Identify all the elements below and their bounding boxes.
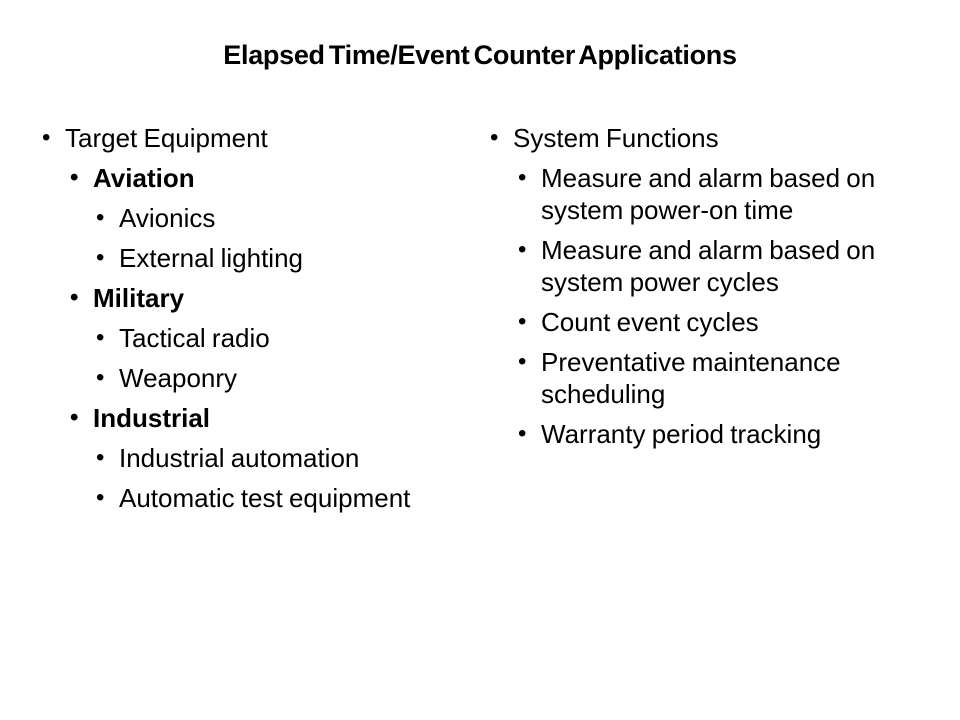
list-item-label: Measure and alarm based on system power-on time	[541, 163, 876, 225]
list-item-aviation	[70, 162, 482, 194]
list-item-measure-power-on-time	[518, 162, 892, 226]
list-item-label: Count event cycles	[541, 307, 759, 337]
bullet-icon: •	[96, 244, 105, 271]
left-column	[42, 122, 482, 522]
bullet-icon: •	[518, 308, 527, 335]
bullet-icon: •	[70, 284, 79, 311]
list-item-label: Avionics	[119, 203, 216, 233]
list-item-weaponry	[96, 362, 482, 394]
list-item-automatic-test-equipment	[96, 482, 482, 514]
list-item-label: Aviation	[93, 163, 195, 193]
bullet-icon: •	[96, 444, 105, 471]
list-item-label: Measure and alarm based on system power cycles	[541, 235, 876, 297]
list-item-preventative-maintenance	[518, 346, 892, 410]
list-item-label: Military	[93, 283, 185, 313]
list-item-label: Target Equipment	[65, 123, 268, 153]
list-item-target-equipment	[42, 122, 482, 154]
bullet-icon: •	[70, 164, 79, 191]
list-item-industrial	[70, 402, 482, 434]
list-item-label: Tactical radio	[119, 323, 270, 353]
list-item-label: Preventative maintenance scheduling	[541, 347, 841, 409]
right-column	[490, 122, 892, 458]
list-item-system-functions	[490, 122, 892, 154]
bullet-icon: •	[490, 124, 499, 151]
list-item-external-lighting	[96, 242, 482, 274]
bullet-icon: •	[96, 364, 105, 391]
bullet-icon: •	[518, 348, 527, 375]
list-item-warranty-period-tracking	[518, 418, 892, 450]
list-item-tactical-radio	[96, 322, 482, 354]
list-item-label: Automatic test equipment	[119, 483, 411, 513]
bullet-icon: •	[70, 404, 79, 431]
list-item-avionics	[96, 202, 482, 234]
bullet-icon: •	[96, 324, 105, 351]
bullet-icon: •	[42, 124, 51, 151]
list-item-industrial-automation	[96, 442, 482, 474]
bullet-icon: •	[96, 204, 105, 231]
list-item-military	[70, 282, 482, 314]
bullet-icon: •	[518, 236, 527, 263]
list-item-label: External lighting	[119, 243, 303, 273]
list-item-label: Industrial automation	[119, 443, 360, 473]
bullet-icon: •	[518, 420, 527, 447]
list-item-count-event-cycles	[518, 306, 892, 338]
bullet-icon: •	[96, 484, 105, 511]
slide-title: Elapsed Time/Event Counter Applications	[223, 40, 737, 70]
list-item-label: Industrial	[93, 403, 211, 433]
list-item-label: Warranty period tracking	[541, 419, 822, 449]
bullet-icon: •	[518, 164, 527, 191]
list-item-label: System Functions	[513, 123, 719, 153]
list-item-label: Weaponry	[119, 363, 238, 393]
list-item-measure-power-cycles	[518, 234, 892, 298]
